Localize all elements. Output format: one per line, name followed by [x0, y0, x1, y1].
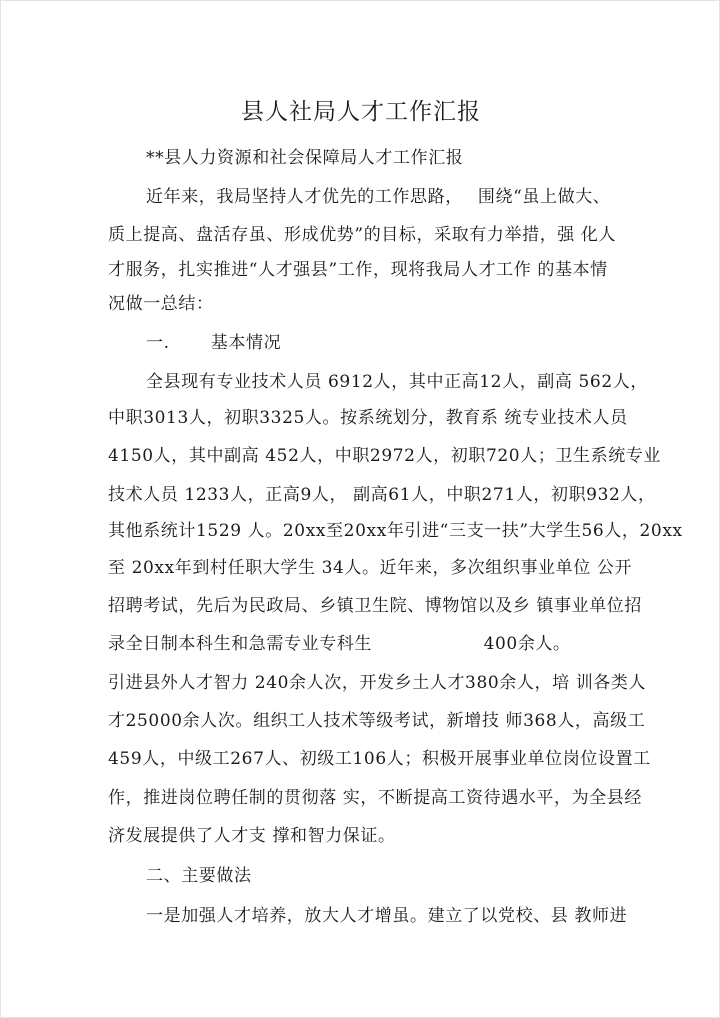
section-heading: 二、主要做法	[146, 866, 252, 886]
paragraph-line: 中职3013人，初职3325人。按系统划分，教育系 统专业技术人员	[108, 408, 628, 428]
paragraph-line: 全县现有专业技术人员 6912人，其中正高12人，副高 562人，	[146, 372, 648, 392]
document-subtitle: **县人力资源和社会保障局人才工作汇报	[146, 148, 464, 168]
paragraph-line: 459人，中级工267人、初级工106人；积极开展事业单位岗位设置工	[108, 749, 651, 769]
paragraph-line: 4150人，其中副高 452人，中职2972人，初职720人；卫生系统专业	[108, 446, 662, 466]
paragraph-line: 才25000余人次。组织工人技术等级考试，新增技 师368人，高级工	[108, 711, 646, 731]
paragraph-line: 近年来，我局坚持人才优先的工作思路， 围绕“虽上做大、	[146, 187, 611, 207]
paragraph-line: 其他系统计1529 人。20xx至20xx年引进“三支一扶”大学生56人，20xx	[108, 521, 683, 541]
paragraph-line: 录全日制本科生和急需专业专科生 400余人。	[108, 634, 571, 654]
paragraph-line: 至 20xx年到村任职大学生 34人。近年来，多次组织事业单位 公开	[108, 558, 633, 578]
paragraph-line: 引进县外人才智力 240余人次，开发乡土人才380余人，培 训各类人	[108, 673, 647, 693]
paragraph-line: 技术人员 1233人，正高9人， 副高61人，中职271人，初职932人，	[108, 485, 656, 505]
paragraph-line: 一是加强人才培养，放大人才增虽。建立了以党校、县 教师进	[146, 906, 628, 926]
section-heading: 一. 基本情况	[146, 333, 282, 353]
paragraph-line: 作，推进岗位聘任制的贯彻落 实，不断提高工资待遇水平，为全县经	[108, 788, 643, 808]
paragraph-line: 才服务，扎实推进“人才强县”工作，现将我局人才工作 的基本情	[108, 260, 608, 280]
paragraph-line: 济发展提供了人才支 撑和智力保证。	[108, 826, 396, 846]
paragraph-line: 况做一总结：	[108, 294, 214, 314]
document-title: 县人社局人才工作汇报	[241, 99, 481, 125]
paragraph-line: 质上提高、盘活存虽、形成优势”的目标，采取有力举措，强 化人	[108, 225, 617, 245]
paragraph-line: 招聘考试，先后为民政局、乡镇卫生院、博物馆以及乡 镇事业单位招	[108, 596, 643, 616]
